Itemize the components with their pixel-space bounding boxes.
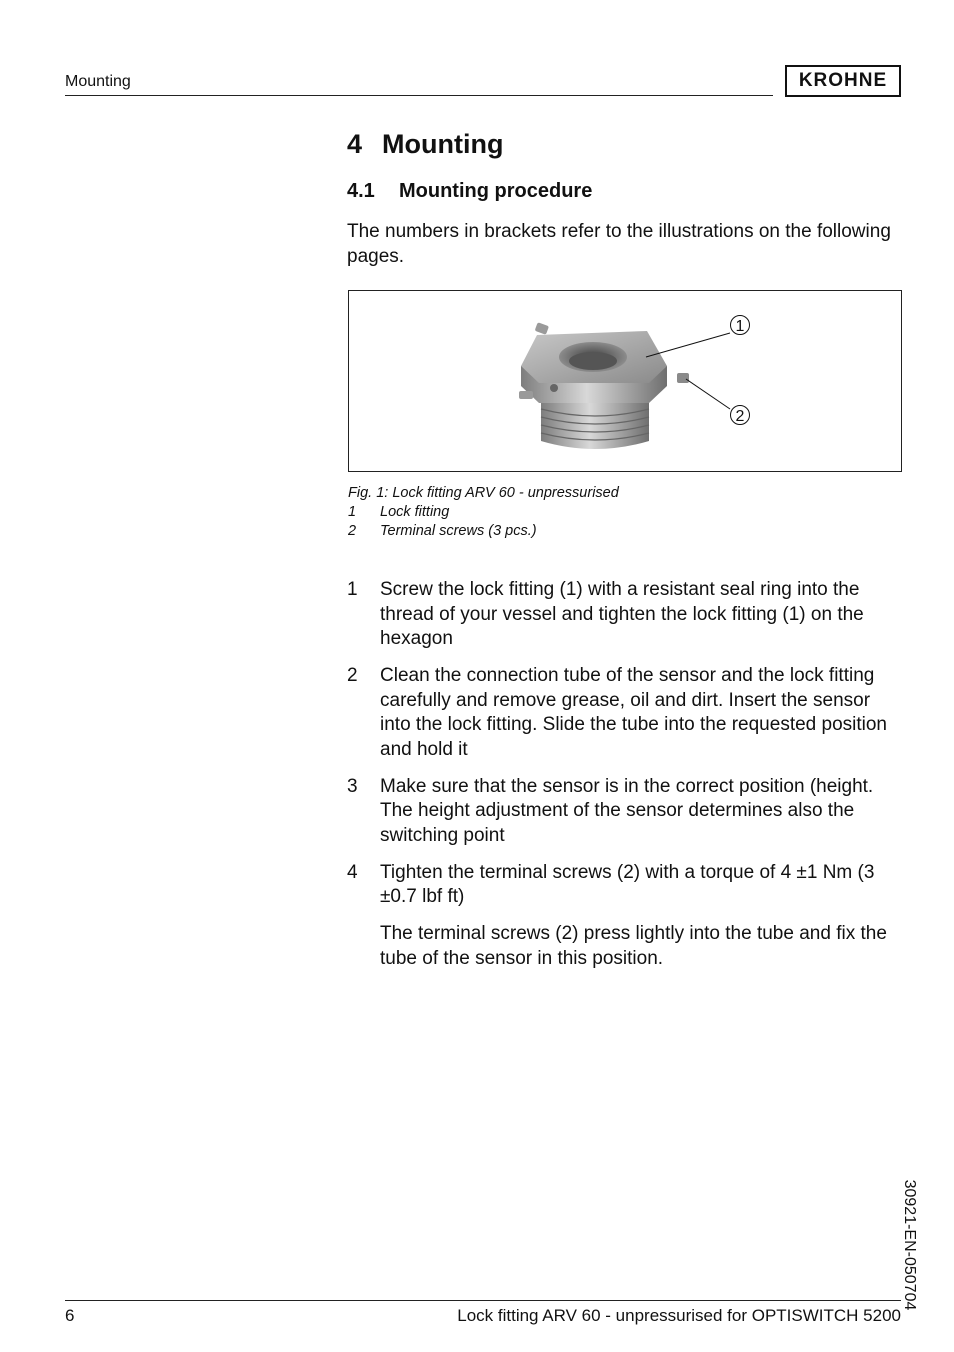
callout-2-label: 2 bbox=[735, 408, 745, 425]
step-number: 4 bbox=[347, 861, 358, 883]
caption-title: Fig. 1: Lock fitting ARV 60 - unpressurised bbox=[348, 485, 619, 501]
header-section-title: Mounting bbox=[65, 73, 131, 90]
chapter-number: 4 bbox=[347, 129, 363, 159]
chapter-title: Mounting bbox=[382, 129, 504, 159]
section-title: Mounting procedure bbox=[399, 180, 593, 202]
krohne-logo bbox=[785, 65, 901, 97]
lock-fitting-illustration bbox=[349, 291, 901, 471]
callout-1 bbox=[731, 316, 750, 336]
procedure-step bbox=[347, 861, 905, 910]
section-number: 4.1 bbox=[347, 180, 375, 202]
step-number: 1 bbox=[347, 579, 358, 600]
page-number: 6 bbox=[65, 1306, 75, 1325]
step-note: The terminal screws (2) press lightly into the tube and fix the tube of the sensor in this position. bbox=[380, 923, 887, 969]
step-text: Tighten the terminal screws (2) with a torque of 4 ±1 Nm (3 ±0.7 lbf ft) bbox=[380, 861, 875, 907]
procedure-step bbox=[347, 775, 905, 849]
callout-2 bbox=[731, 406, 750, 426]
legend-text: Terminal screws (3 pcs.) bbox=[380, 523, 537, 539]
document-code: 30921-EN-050704 bbox=[901, 1179, 918, 1311]
intro-paragraph: The numbers in brackets refer to the illustrations on the following pages. bbox=[347, 221, 891, 267]
section-heading bbox=[347, 180, 592, 203]
step-text: Screw the lock fitting (1) with a resistant seal ring into the thread of your vessel and tighten the lock fitting (1) on the hexagon bbox=[380, 579, 864, 649]
chapter-heading bbox=[347, 129, 503, 160]
leader-line-1 bbox=[646, 333, 730, 357]
footer-rule bbox=[65, 1300, 901, 1301]
legend-number: 2 bbox=[348, 523, 357, 539]
legend-item bbox=[348, 503, 619, 522]
step-text: Clean the connection tube of the sensor and the lock fitting carefully and remove grease, oil and dirt. Insert the sensor into the lock fitting. Slide the tube into the requested position and hold it bbox=[380, 665, 887, 760]
procedure-step bbox=[347, 664, 905, 762]
step-number: 3 bbox=[347, 775, 358, 797]
figure-frame bbox=[348, 290, 902, 472]
leader-line-2 bbox=[686, 379, 730, 409]
procedure-step bbox=[347, 578, 905, 652]
step-text: Make sure that the sensor is in the correct position (height. The height adjustment of the sensor determines also the switching point bbox=[380, 775, 874, 846]
logo-text: KROHNE bbox=[798, 70, 888, 91]
legend-text: Lock fitting bbox=[380, 504, 450, 520]
header-rule bbox=[65, 95, 773, 96]
thread-section bbox=[541, 401, 649, 449]
callout-1-label: 1 bbox=[735, 318, 745, 335]
hexagon-body bbox=[521, 331, 667, 403]
footer-title: Lock fitting ARV 60 - unpressurised for OPTISWITCH 5200 bbox=[457, 1306, 901, 1325]
figure-caption bbox=[348, 484, 619, 541]
legend-number: 1 bbox=[348, 504, 357, 520]
step-number: 2 bbox=[347, 665, 358, 686]
procedure-steps bbox=[347, 578, 905, 971]
legend-item bbox=[348, 522, 619, 541]
